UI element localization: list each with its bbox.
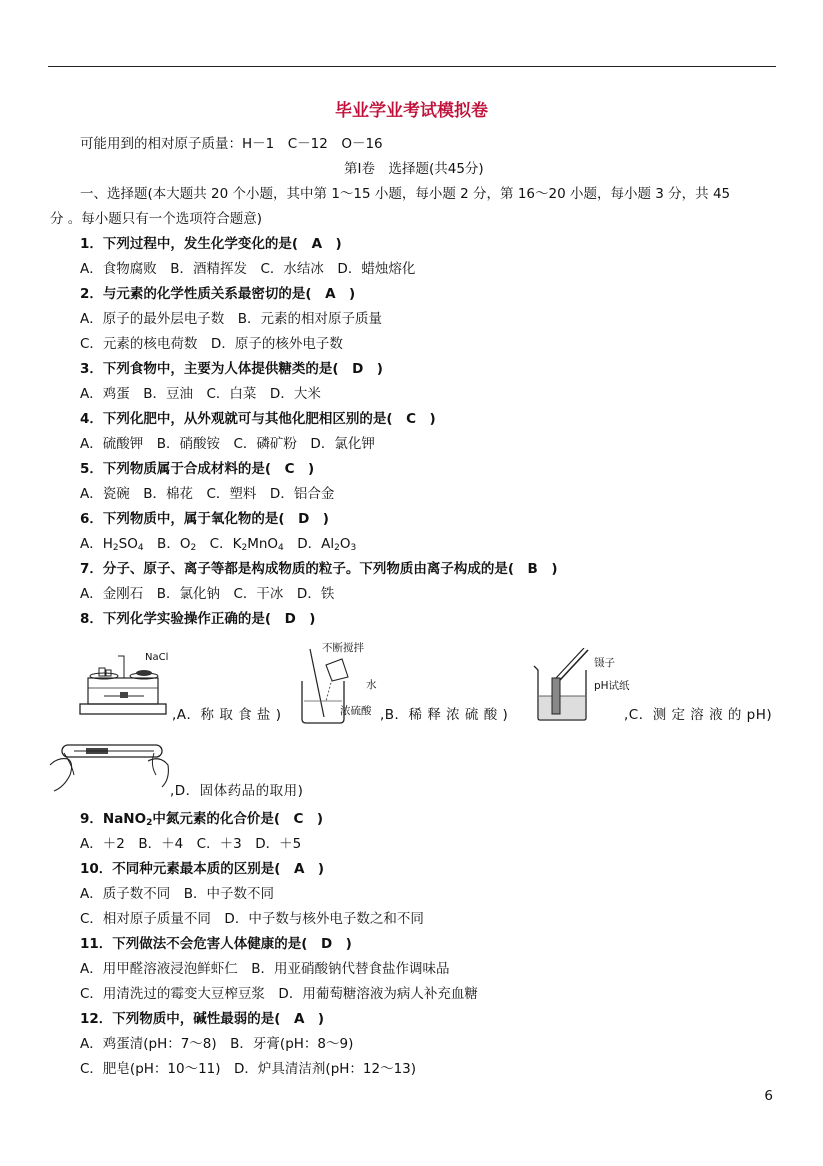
q2-options-1: A．原子的最外层电子数 B．元素的相对原子质量 [80, 311, 382, 327]
section-header: 第Ⅰ卷 选择题(共45分) [344, 161, 484, 177]
q4-options: A．硫酸钾 B．硝酸铵 C．磷矿粉 D．氯化钾 [80, 436, 375, 452]
q5-stem: 5．下列物质属于合成材料的是( C ) [80, 461, 315, 477]
q5-options: A．瓷碗 B．棉花 C．塑料 D．铝合金 [80, 486, 335, 502]
label-tweezers: 镊子 [594, 657, 615, 669]
q6-stem: 6．下列物质中，属于氧化物的是( D ) [80, 511, 329, 527]
intro-line-1: 一、选择题(本大题共 20 个小题，其中第 1～15 小题，每小题 2 分，第 16～20 小题，每小题 3 分，共 45 [80, 186, 731, 202]
q11-options-2: C．用清洗过的霉变大豆榨豆浆 D．用葡萄糖溶液为病人补充血糖 [80, 986, 478, 1002]
label-ph-paper: pH试纸 [594, 680, 630, 692]
q11-stem: 11．下列做法不会危害人体健康的是( D ) [80, 936, 352, 952]
q10-options-2: C．相对原子质量不同 D．中子数与核外电子数之和不同 [80, 911, 424, 927]
q8-caption-a: ,A．称 取 食 盐 ) [172, 707, 282, 723]
q12-options-2: C．肥皂(pH：10～11) D．炉具清洁剂(pH：12～13) [80, 1061, 417, 1077]
label-stir: 不断搅拌 [322, 642, 364, 654]
q3-stem: 3．下列食物中，主要为人体提供糖类的是( D ) [80, 361, 383, 377]
label-acid: 浓硫酸 [340, 705, 372, 717]
q9-stem: 9．NaNO$_2$中氮元素的化合价是( C ) [80, 811, 324, 828]
page-title: 毕业学业考试模拟卷 [335, 101, 488, 121]
page-number: 6 [764, 1088, 773, 1104]
q3-options: A．鸡蛋 B．豆油 C．白菜 D．大米 [80, 386, 321, 402]
q10-options-1: A．质子数不同 B．中子数不同 [80, 886, 274, 902]
q8-caption-c: ,C．测 定 溶 液 的 pH) [624, 707, 773, 723]
q1-stem: 1．下列过程中，发生化学变化的是( A ) [80, 236, 342, 252]
q12-options-1: A．鸡蛋清(pH：7～8) B．牙膏(pH：8～9) [80, 1036, 354, 1052]
label-nacl: NaCl [145, 652, 169, 663]
q8-stem: 8．下列化学实验操作正确的是( D ) [80, 611, 316, 627]
q11-options-1: A．用甲醛溶液浸泡鲜虾仁 B．用亚硝酸钠代替食盐作调味品 [80, 961, 450, 977]
intro-line-2: 分 。每小题只有一个选项符合题意) [50, 211, 263, 227]
q1-options: A．食物腐败 B．酒精挥发 C．水结冰 D．蜡烛熔化 [80, 261, 416, 277]
label-water: 水 [366, 679, 377, 691]
q2-options-2: C．元素的核电荷数 D．原子的核外电子数 [80, 336, 343, 352]
q7-stem: 7．分子、原子、离子等都是构成物质的粒子。下列物质由离子构成的是( B ) [80, 561, 558, 577]
q2-stem: 2．与元素的化学性质关系最密切的是( A ) [80, 286, 356, 302]
q9-options: A．＋2 B．＋4 C．＋3 D．＋5 [80, 836, 302, 852]
q8-caption-b: ,B．稀 释 浓 硫 酸 ) [380, 707, 509, 723]
atomic-masses: 可能用到的相对原子质量：H－1 C－12 O－16 [80, 136, 383, 152]
q7-options: A．金刚石 B．氯化钠 C．干冰 D．铁 [80, 586, 335, 602]
q10-stem: 10．不同种元素最本质的区别是( A ) [80, 861, 325, 877]
q8-caption-d: ,D．固体药品的取用) [170, 783, 304, 799]
q4-stem: 4．下列化肥中，从外观就可与其他化肥相区别的是( C ) [80, 411, 436, 427]
test-tube-figure [44, 735, 174, 795]
ph-test-figure [530, 648, 592, 722]
q6-options: A．$H_2SO_4$ B．$O_2$ C．$K_2MnO_4$ D．$Al_2O_3$ [80, 536, 357, 553]
header-rule [48, 66, 776, 67]
q12-stem: 12．下列物质中，碱性最弱的是( A ) [80, 1011, 325, 1027]
